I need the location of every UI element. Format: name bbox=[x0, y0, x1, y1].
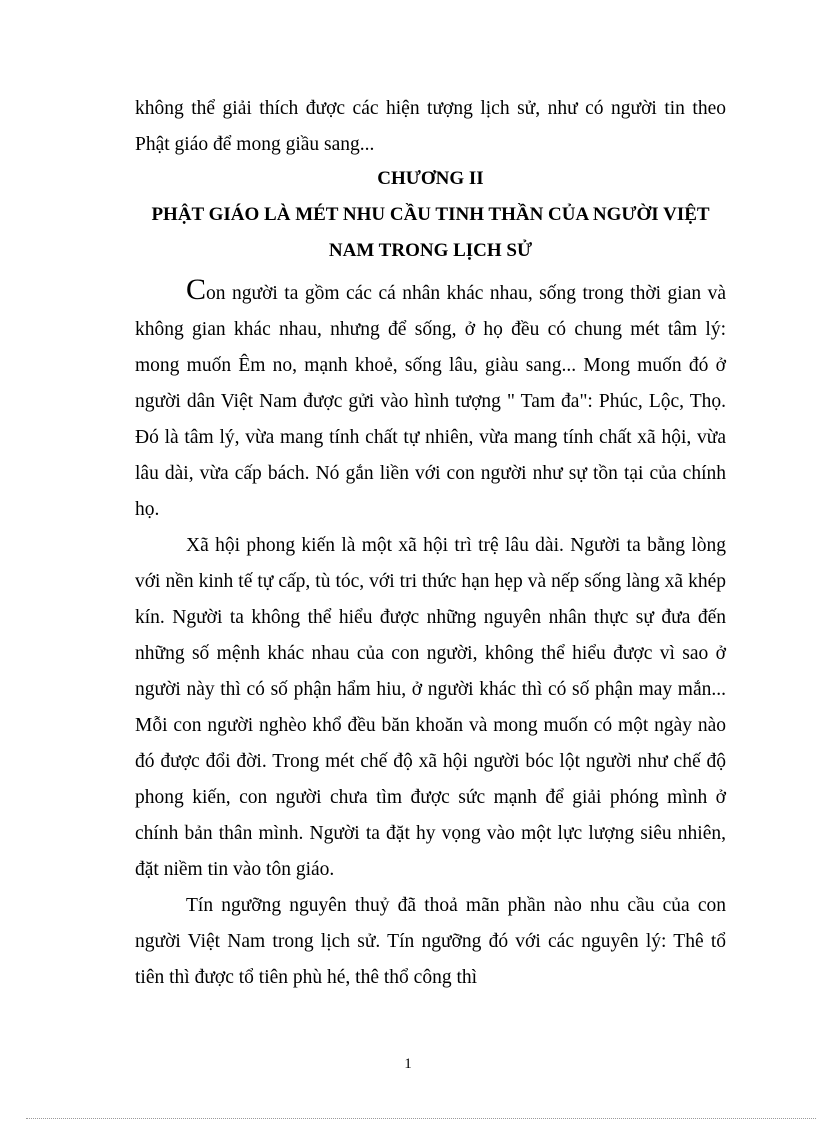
page-break-divider bbox=[26, 1118, 816, 1119]
dropcap-letter: C bbox=[186, 273, 207, 306]
chapter-subtitle: PHẬT GIÁO LÀ MÉT NHU CẦU TINH THẦN CỦA NGƯỜI VIỆT NAM TRONG LỊCH SỬ bbox=[151, 204, 710, 261]
body-text bbox=[135, 273, 726, 996]
paragraph-1-text: on người ta gồm các cá nhân khác nhau, sống trong thời gian và không gian khác nhau, nhưng để sống, ở họ đều có chung mét tâm lý: mong muốn Êm no, mạnh khoẻ, sống lâu, giàu sang... Mong muốn đó ở người dân Việt Nam được gửi vào hình tượng " Tam đa": Phúc, Lộc, Thọ. Đó là tâm lý, vừa mang tính chất tự nhiên, vừa mang tính chất xã hội, vừa lâu dài, vừa cấp bách. Nó gắn liền với con người như sự tồn tại của chính họ. bbox=[135, 283, 726, 520]
chapter-title: CHƯƠNG II bbox=[377, 168, 484, 189]
paragraph-3: Tín ngưỡng nguyên thuỷ đã thoả mãn phần nào nhu cầu của con người Việt Nam trong lịch sử. Tín ngưỡng đó với các nguyên lý: Thê tổ tiên thì được tổ tiên phù hé, thê thổ công thì bbox=[135, 895, 726, 988]
paragraph-2: Xã hội phong kiến là một xã hội trì trệ lâu dài. Người ta bằng lòng với nền kinh tế tự cấp, tù tóc, với tri thức hạn hẹp và nếp sống làng xã khép kín. Người ta không thể hiểu được những nguyên nhân thực sự đưa đến những số mệnh khác nhau của con người, không thể hiểu được vì sao ở người này thì có số phận hẩm hiu, ở người khác thì có số phận may mắn... Mỗi con người nghèo khổ đều băn khoăn và mong muốn có một ngày nào đó được đổi đời. Trong mét chế độ xã hội người bóc lột người như chế độ phong kiến, con người chưa tìm được sức mạnh để giải phóng mình ở chính bản thân mình. Người ta đặt hy vọng vào một lực lượng siêu nhiên, đặt niềm tin vào tôn giáo. bbox=[135, 535, 726, 880]
paragraph-1 bbox=[135, 273, 726, 528]
page-number: 1 bbox=[404, 1056, 412, 1072]
intro-paragraph: không thể giải thích được các hiện tượng lịch sử, như có người tin theo Phật giáo để mong giầu sang... bbox=[135, 98, 726, 155]
